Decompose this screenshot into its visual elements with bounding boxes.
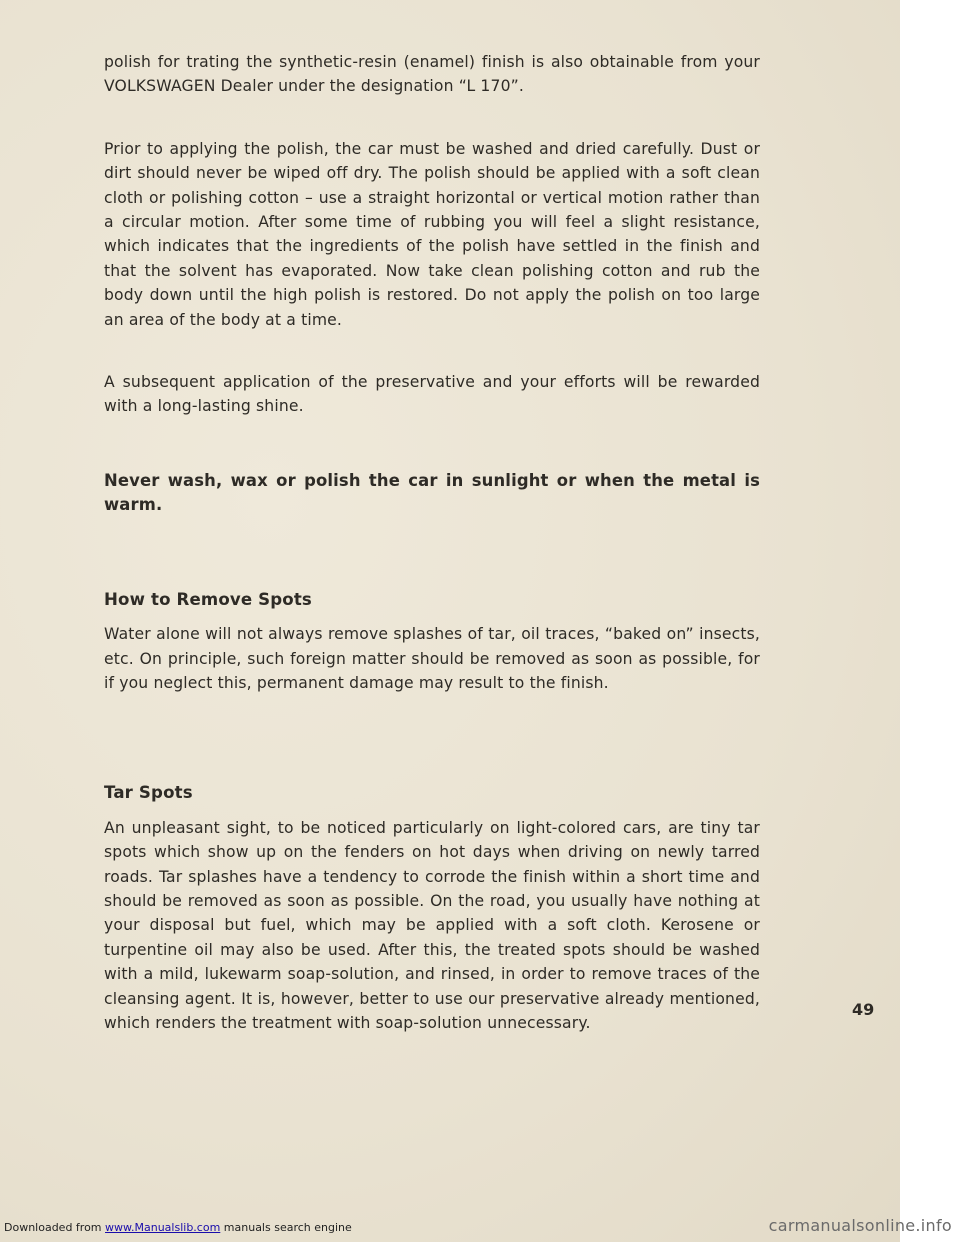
heading-tar-spots: Tar Spots (104, 783, 193, 803)
page-text-column (104, 50, 760, 1035)
footer-suffix: manuals search engine (223, 1221, 352, 1234)
heading-remove-spots: How to Remove Spots (104, 589, 312, 609)
paragraph-preservative: A subsequent application of the preservative and your efforts will be rewarded with a long-lasting shine. (104, 373, 760, 416)
page-number: 49 (852, 1000, 875, 1019)
footer-prefix: Downloaded from (4, 1221, 102, 1234)
paragraph-tar-spots: An unpleasant sight, to be noticed particularly on light-colored cars, are tiny tar spots which show up on the fenders on hot days when driving on newly tarred roads. Tar splashes have a tendency to corrode the finish within a short time and should be removed as soon as possible. On the road, you usually have nothing at your disposal but fuel, which may be applied with a soft cloth. Kerosene or turpentine oil may also be used. After this, the treated spots should be washed with a mild, lukewarm soap-solution, and rinsed, in order to remove traces of the cleansing agent. It is, however, better to use our preservative already mentioned, which renders the treatment with soap-solution unnecessary. (104, 818, 760, 1032)
warning-sunlight: Never wash, wax or polish the car in sunlight or when the metal is warm. (104, 470, 760, 515)
paragraph-remove-spots: Water alone will not always remove splashes of tar, oil traces, “baked on” insects, etc. On principle, such foreign matter should be removed as soon as possible, for if you neglect this, permanent damage may result to the finish. (104, 625, 760, 692)
manualslib-link[interactable]: www.Manualslib.com (105, 1221, 221, 1234)
footer-source (4, 1221, 352, 1234)
paragraph-polish-designation: polish for trating the synthetic-resin (enamel) finish is also obtainable from your VOLKSWAGEN Dealer under the designation “L 170”. (104, 53, 760, 96)
paragraph-applying-polish: Prior to applying the polish, the car must be washed and dried carefully. Dust or dirt should never be wiped off dry. The polish should be applied with a soft clean cloth or polishing cotton – use a straight horizontal or vertical motion rather than a circular motion. After some time of rubbing you will feel a slight resistance, which indicates that the ingredients of the polish have settled in the finish and that the solvent has evaporated. Now take clean polishing cotton and rub the body down until the high polish is restored. Do not apply the polish on too large an area of the body at a time. (104, 139, 760, 329)
download-footer (0, 1218, 960, 1242)
watermark-text: carmanualsonline.info (768, 1216, 952, 1235)
